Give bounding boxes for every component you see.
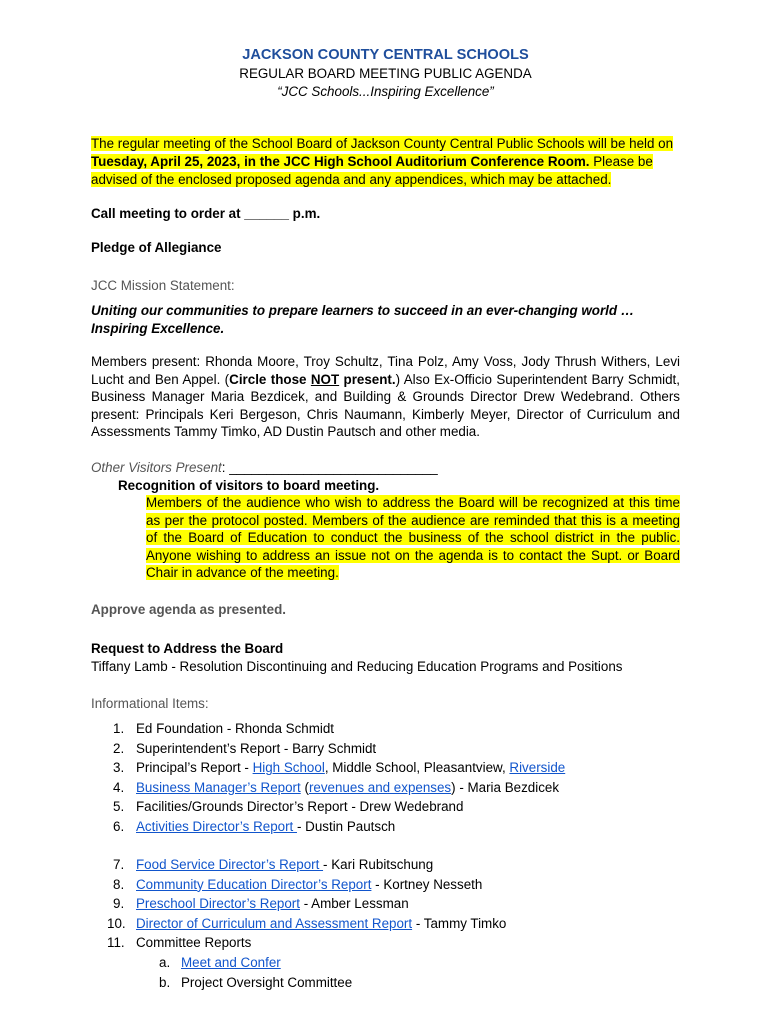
intro-part1: The regular meeting of the School Board of Jackson County Central Public Schools will be held on	[91, 136, 674, 151]
list-item: 8. Community Education Director’s Report - Kortney Nesseth	[113, 876, 483, 892]
pledge-of-allegiance: Pledge of Allegiance	[91, 240, 222, 255]
list-item: 10. Director of Curriculum and Assessment Report - Tammy Timko	[107, 915, 507, 931]
list-item: 2. Superintendent’s Report - Barry Schmidt	[113, 740, 377, 756]
business-manager-report-link[interactable]: Business Manager’s Report	[136, 779, 301, 795]
riverside-report-link[interactable]: Riverside	[509, 760, 566, 776]
food-service-report-link[interactable]: Food Service Director’s Report	[136, 857, 324, 872]
request-heading: Request to Address the Board	[91, 641, 284, 656]
informational-list-part1	[91, 719, 680, 837]
request-text: Tiffany Lamb - Resolution Discontinuing and Reducing Education Programs and Positions	[91, 659, 623, 674]
members-circle: Circle those	[229, 371, 311, 387]
list-item: 4. Business Manager’s Report (revenues and expenses) - Maria Bezdicek	[113, 779, 560, 795]
members-part1: Members present: Rhonda Moore, Troy Schultz, Tina Polz, Amy Voss, Jody Thrush Withers, Levi Lucht and Ben Appel. (	[91, 354, 680, 387]
recognition-body: Members of the audience who wish to address the Board will be recognized at this time as per the protocol posted. Members of the audience are reminded that this is a meeting of the Board of Education to conduct the business of the school district in the public. Anyone wishing to address an issue not on the agenda is to contact the Supt. or Board Chair in advance of the meeting.	[146, 495, 680, 581]
list-item: 3. Principal’s Report - High School, Middle School, Pleasantview, Riverside	[113, 760, 566, 776]
members-present-word: present.	[339, 371, 396, 387]
list-item: 9. Preschool Director’s Report - Amber Lessman	[113, 896, 409, 912]
district-motto: “JCC Schools...Inspiring Excellence”	[277, 84, 494, 99]
revenues-expenses-link[interactable]: revenues and expenses	[308, 779, 452, 795]
district-title: JACKSON COUNTY CENTRAL SCHOOLS	[242, 47, 529, 63]
informational-heading: Informational Items:	[91, 696, 209, 711]
activities-director-report-link[interactable]: Activities Director’s Report	[136, 818, 297, 834]
recognition-text	[146, 494, 680, 582]
recognition-heading: Recognition of visitors to board meeting.	[118, 478, 380, 493]
curriculum-assessment-report-link[interactable]: Director of Curriculum and Assessment Report	[136, 915, 413, 931]
list-item: 5. Facilities/Grounds Director’s Report - Drew Wedebrand	[113, 799, 464, 815]
members-part2: ) Also Ex-Officio Superintendent Barry Schmidt, Business Manager Maria Bezdicek, and Building & Grounds Director Drew Wedebrand. Others present: Principals Keri Bergeson, Chris Naumann, Kimberly Meyer, Director of Curriculum and Assessments Tammy Timko, AD Dustin Pautsch and other media.	[91, 371, 681, 440]
list-item: 11. Committee Reports	[107, 935, 252, 951]
members-present	[91, 353, 680, 441]
list-item: 1. Ed Foundation - Rhonda Schmidt	[113, 721, 335, 736]
meet-and-confer-link[interactable]: Meet and Confer	[181, 955, 281, 970]
list-item: 6. Activities Director’s Report - Dustin Pautsch	[113, 818, 396, 834]
intro-paragraph	[91, 135, 680, 189]
preschool-report-link[interactable]: Preschool Director’s Report	[136, 896, 300, 912]
mission-heading: JCC Mission Statement:	[91, 278, 235, 293]
other-visitors	[91, 459, 680, 477]
meeting-date-location: Tuesday, April 25, 2023, in the JCC High School Auditorium Conference Room.	[91, 154, 590, 169]
agenda-subtitle: REGULAR BOARD MEETING PUBLIC AGENDA	[239, 66, 532, 81]
informational-list-part2	[91, 855, 680, 953]
intro-part2: Please be advised of the enclosed proposed agenda and any appendices, which may be attached.	[91, 154, 653, 187]
members-not: NOT	[310, 371, 340, 387]
community-education-report-link[interactable]: Community Education Director’s Report	[136, 876, 372, 892]
other-visitors-blank: : ____________________________	[221, 460, 438, 475]
approve-agenda: Approve agenda as presented.	[91, 602, 286, 617]
list-item: b. Project Oversight Committee	[159, 974, 353, 990]
committee-sub-list	[91, 953, 680, 992]
list-item: a. Meet and Confer	[159, 955, 281, 970]
other-visitors-label: Other Visitors Present	[91, 460, 222, 475]
mission-statement: Uniting our communities to prepare learners to succeed in an ever-changing world … Inspiring Excellence.	[91, 303, 635, 336]
call-to-order: Call meeting to order at ______ p.m.	[91, 206, 321, 221]
list-item: 7. Food Service Director’s Report - Kari Rubitschung	[113, 857, 434, 872]
high-school-report-link[interactable]: High School	[252, 760, 325, 776]
